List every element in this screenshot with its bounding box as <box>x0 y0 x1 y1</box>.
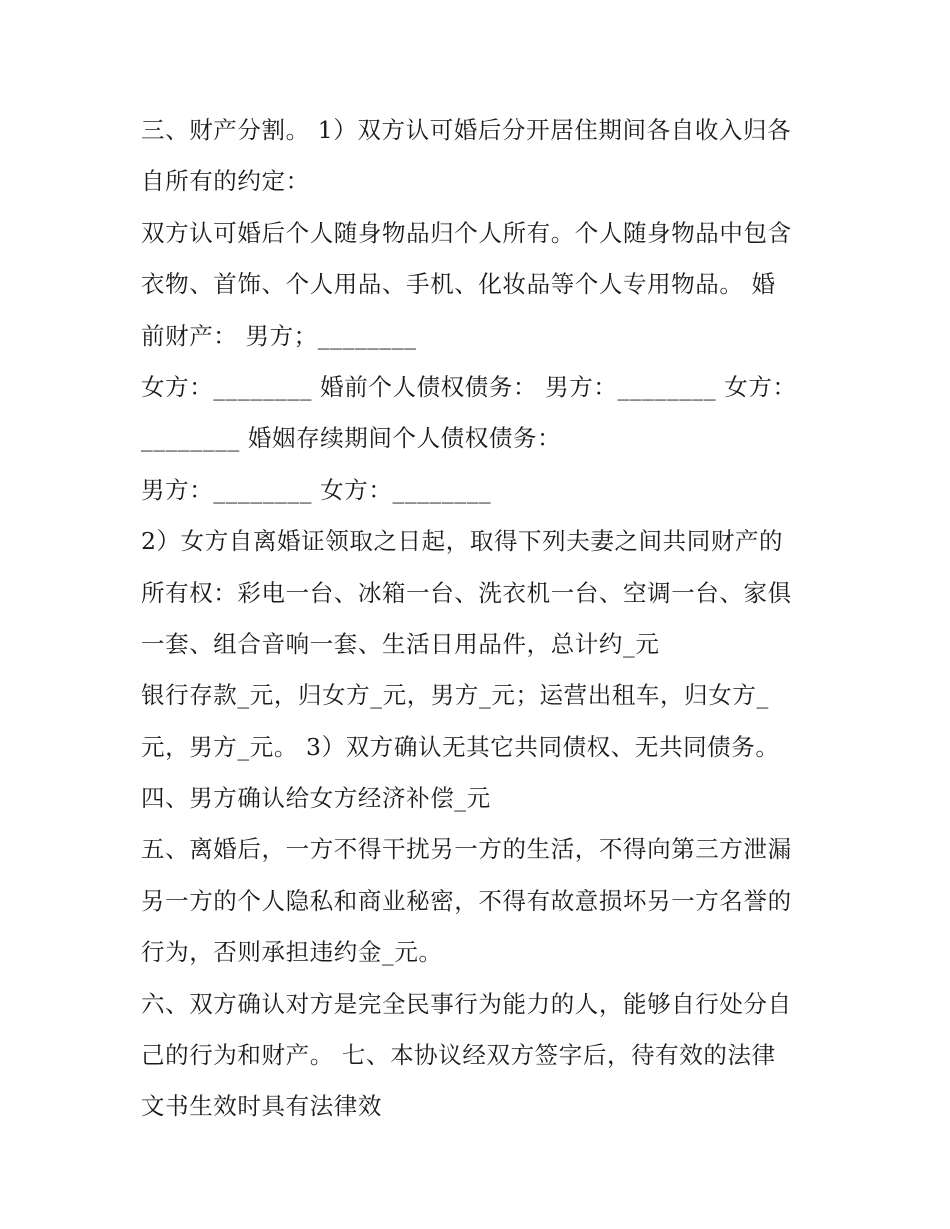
text-line: ________ 婚姻存续期间个人债权债务： <box>141 424 562 453</box>
text-line: 衣物、首饰、个人用品、手机、化妆品等个人专用物品。 婚 <box>141 270 776 299</box>
text-line: 男方：________ 女方：________ <box>141 475 492 504</box>
text-line: 自所有的约定： <box>141 167 310 196</box>
text-line: 文书生效时具有法律效 <box>141 1092 382 1121</box>
text-line: 女方：________ 婚前个人债权债务： 男方：________ 女方： <box>141 372 797 401</box>
text-line: 另一方的个人隐私和商业秘密，不得有故意损坏另一方名誉的 <box>141 886 792 915</box>
text-line: 双方认可婚后个人随身物品归个人所有。个人随身物品中包含 <box>141 218 792 247</box>
text-line: 行为，否则承担违约金_元。 <box>141 938 443 967</box>
agreement-text-block <box>141 105 831 1133</box>
text-line: 四、男方确认给女方经济补偿_元 <box>141 784 491 813</box>
text-line: 五、离婚后，一方不得干扰另一方的生活，不得向第三方泄漏 <box>141 835 792 864</box>
text-line: 元，男方_元。 3）双方确认无其它共同债权、无共同债务。 <box>141 732 780 761</box>
text-line: 三、财产分割。 1）双方认可婚后分开居住期间各自收入归各 <box>141 116 792 144</box>
text-line: 前财产： 男方；________ <box>141 321 417 350</box>
text-line: 银行存款_元，归女方_元，男方_元；运营出租车，归女方_ <box>141 681 769 710</box>
text-line: 六、双方确认对方是完全民事行为能力的人，能够自行处分自 <box>141 989 792 1018</box>
text-line: 己的行为和财产。 七、本协议经双方签字后，待有效的法律 <box>141 1041 776 1070</box>
text-line: 一套、组合音响一套、生活日用品件，总计约_元 <box>141 629 660 658</box>
text-line: 2）女方自离婚证领取之日起，取得下列夫妻之间共同财产的 <box>141 527 784 556</box>
text-line: 所有权：彩电一台、冰箱一台、洗衣机一台、空调一台、家俱 <box>141 578 792 607</box>
